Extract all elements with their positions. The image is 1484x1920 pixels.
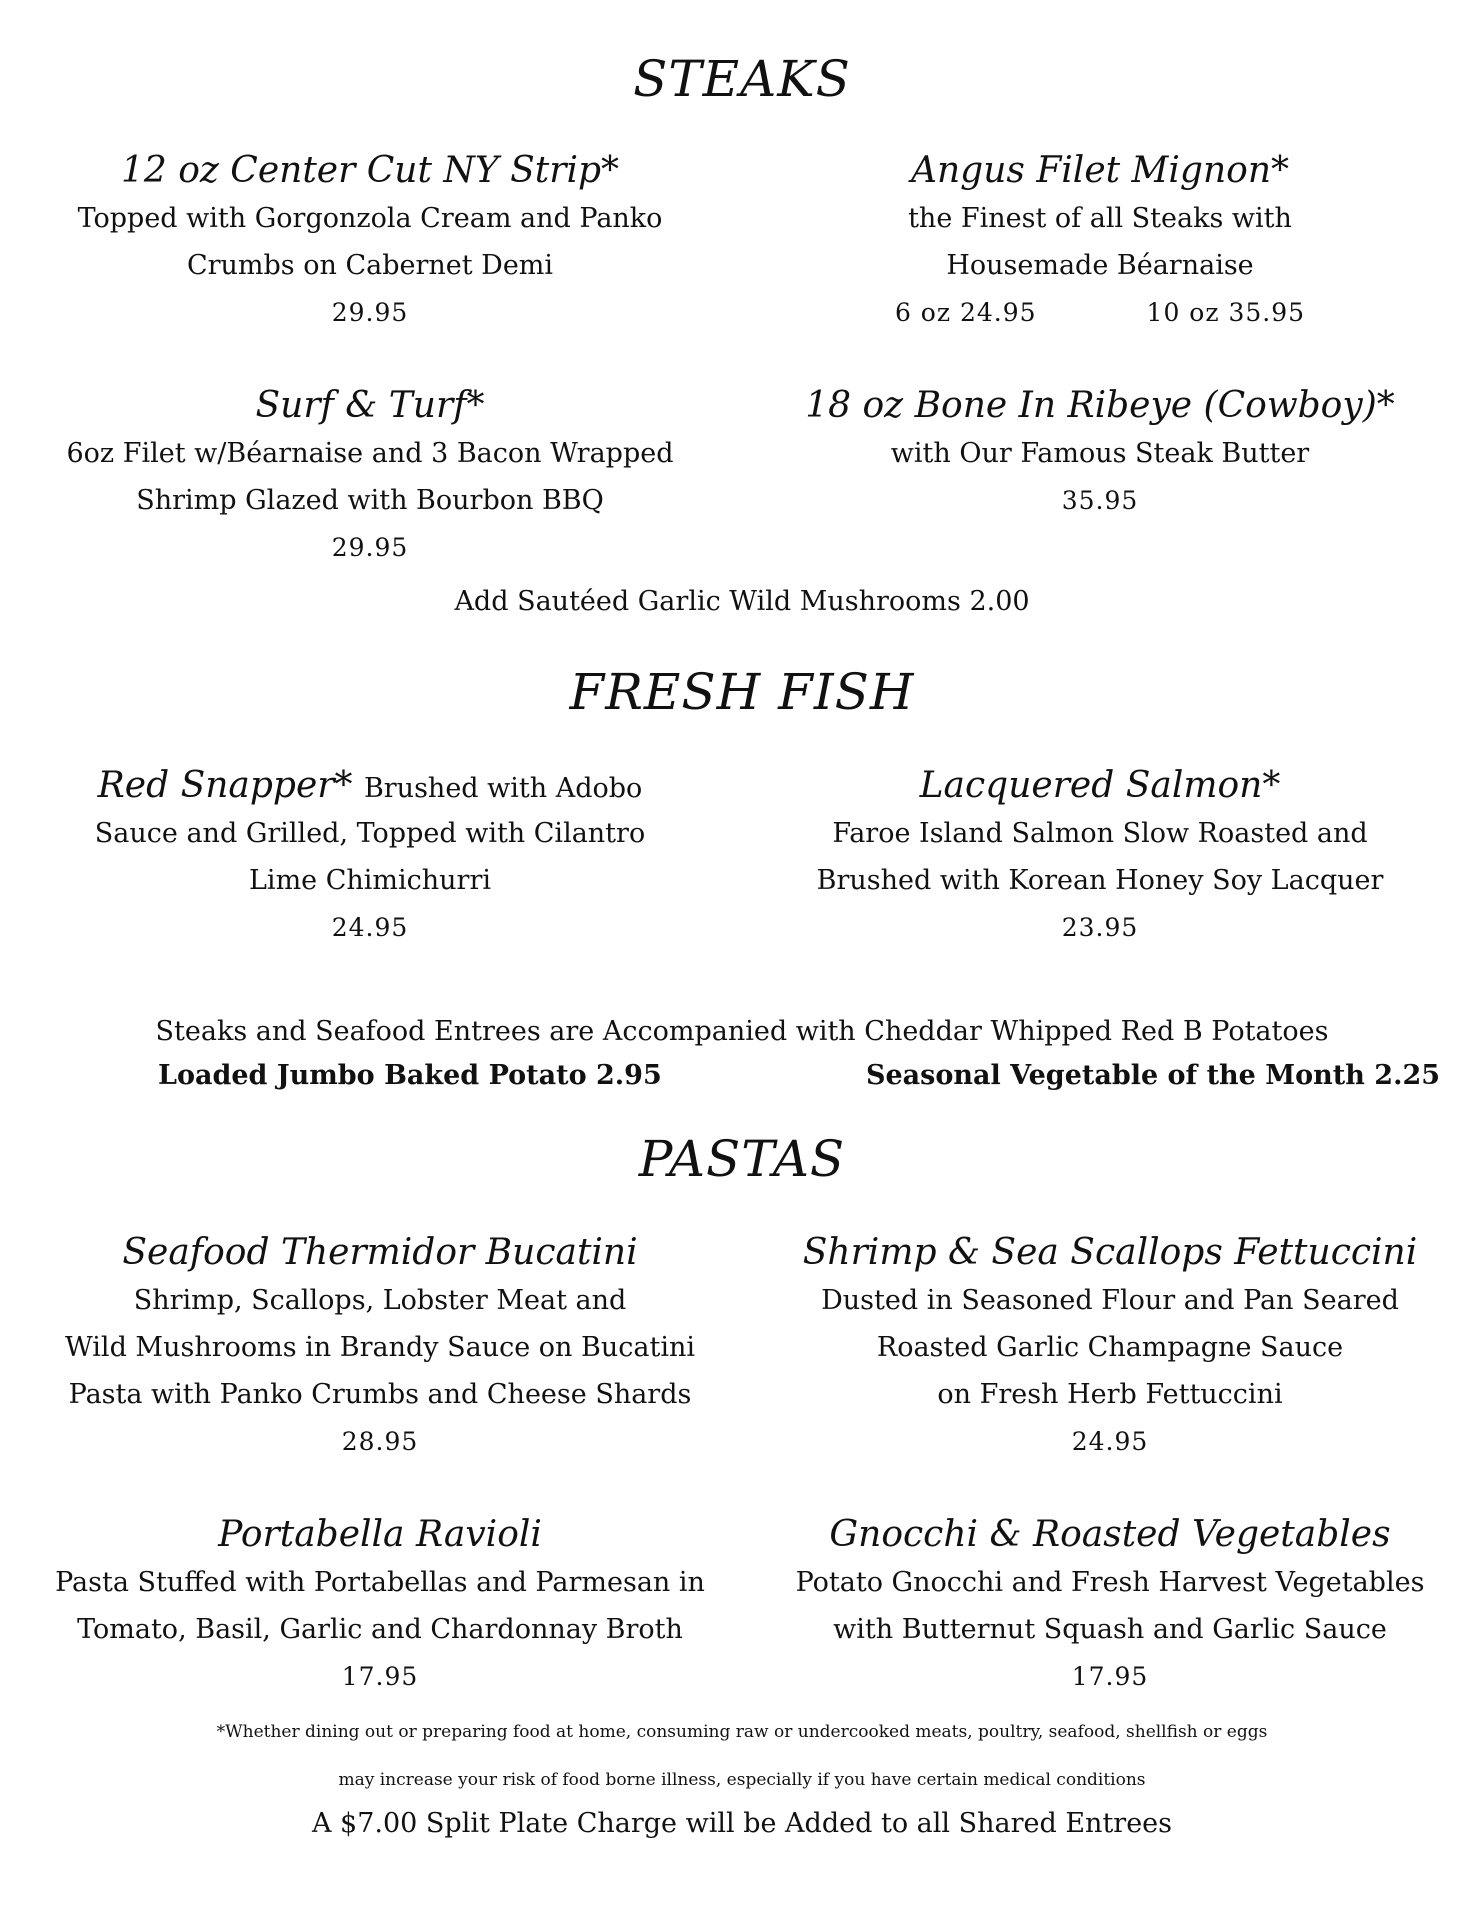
- item-price: 35.95: [1061, 486, 1139, 515]
- item-price-10oz: 10 oz 35.95: [1146, 298, 1306, 327]
- item-name: 12 oz Center Cut NY Strip*: [120, 150, 620, 191]
- item-description: Tomato, Basil, Garlic and Chardonnay Broth: [77, 1614, 683, 1645]
- item-description: Pasta with Panko Crumbs and Cheese Shards: [68, 1379, 692, 1410]
- menu-item-fettuccini: [780, 1232, 1440, 1465]
- item-description: Brushed with Adobo: [363, 773, 643, 804]
- item-price: 29.95: [331, 298, 409, 327]
- item-description: Faroe Island Salmon Slow Roasted and: [832, 818, 1368, 849]
- menu-item-filet: [780, 150, 1420, 336]
- food-warning-line-2: may increase your risk of food borne illness, especially if you have certain medical conditions: [338, 1770, 1146, 1790]
- item-name: Angus Filet Mignon*: [910, 150, 1290, 191]
- item-description: Crumbs on Cabernet Demi: [186, 250, 554, 281]
- item-description: Shrimp Glazed with Bourbon BBQ: [136, 485, 604, 516]
- item-description: Brushed with Korean Honey Soy Lacquer: [816, 865, 1384, 896]
- item-price-options: [780, 289, 1420, 336]
- item-description: Pasta Stuffed with Portabellas and Parmesan in: [55, 1567, 705, 1598]
- item-description: the Finest of all Steaks with: [908, 203, 1292, 234]
- item-description: Shrimp, Scallops, Lobster Meat and: [133, 1285, 627, 1316]
- item-price: 24.95: [1071, 1427, 1149, 1456]
- item-price: 23.95: [1061, 913, 1139, 942]
- accompaniment-note: Steaks and Seafood Entrees are Accompanied with Cheddar Whipped Red B Potatoes: [155, 1016, 1329, 1047]
- split-plate-charge: A $7.00 Split Plate Charge will be Added to all Shared Entrees: [311, 1808, 1173, 1839]
- menu-item-ravioli: [50, 1514, 710, 1700]
- item-price: 28.95: [341, 1427, 419, 1456]
- steaks-addon: Add Sautéed Garlic Wild Mushrooms 2.00: [454, 586, 1030, 617]
- menu-item-surf-turf: [50, 385, 690, 571]
- item-description: Topped with Gorgonzola Cream and Panko: [77, 203, 663, 234]
- item-name: 18 oz Bone In Ribeye (Cowboy)*: [805, 385, 1395, 426]
- item-price-6oz: 6 oz 24.95: [894, 298, 1037, 327]
- item-price: 17.95: [1071, 1662, 1149, 1691]
- item-name: Shrimp & Sea Scallops Fettuccini: [802, 1232, 1418, 1273]
- steaks-heading: STEAKS: [633, 50, 851, 108]
- item-description: Dusted in Seasoned Flour and Pan Seared: [821, 1285, 1399, 1316]
- menu-item-ribeye: [780, 385, 1420, 524]
- item-name-text: Red Snapper*: [97, 765, 353, 806]
- menu-item-thermidor: [50, 1232, 710, 1465]
- item-description: Wild Mushrooms in Brandy Sauce on Bucatini: [65, 1332, 695, 1363]
- item-price: 17.95: [341, 1662, 419, 1691]
- item-name: Lacquered Salmon*: [919, 765, 1281, 806]
- item-description: Lime Chimichurri: [249, 865, 491, 896]
- pastas-heading: PASTAS: [638, 1130, 846, 1188]
- menu-item-ny-strip: [50, 150, 690, 336]
- item-name: [50, 765, 690, 806]
- item-price: 29.95: [331, 533, 409, 562]
- fish-heading: FRESH FISH: [569, 663, 915, 721]
- item-name: Surf & Turf*: [255, 385, 485, 426]
- food-warning-line-1: *Whether dining out or preparing food at home, consuming raw or undercooked meats, poultry, seafood, shellfish or eggs: [216, 1722, 1268, 1742]
- item-description: on Fresh Herb Fettuccini: [937, 1379, 1283, 1410]
- item-description: Housemade Béarnaise: [946, 250, 1254, 281]
- item-description: with Butternut Squash and Garlic Sauce: [833, 1614, 1387, 1645]
- item-description: Sauce and Grilled, Topped with Cilantro: [94, 818, 646, 849]
- item-description: Roasted Garlic Champagne Sauce: [876, 1332, 1344, 1363]
- item-name: Seafood Thermidor Bucatini: [122, 1232, 638, 1273]
- item-name: Portabella Ravioli: [218, 1514, 542, 1555]
- side-baked-potato: Loaded Jumbo Baked Potato 2.95: [158, 1060, 662, 1091]
- item-name: Gnocchi & Roasted Vegetables: [829, 1514, 1391, 1555]
- side-seasonal-vegetable: Seasonal Vegetable of the Month 2.25: [866, 1060, 1441, 1091]
- menu-item-gnocchi: [780, 1514, 1440, 1700]
- menu-item-snapper: [50, 765, 690, 951]
- item-description: Potato Gnocchi and Fresh Harvest Vegetables: [795, 1567, 1425, 1598]
- menu-item-salmon: [780, 765, 1420, 951]
- item-description: with Our Famous Steak Butter: [890, 438, 1310, 469]
- item-description: 6oz Filet w/Béarnaise and 3 Bacon Wrapped: [66, 438, 674, 469]
- item-price: 24.95: [331, 913, 409, 942]
